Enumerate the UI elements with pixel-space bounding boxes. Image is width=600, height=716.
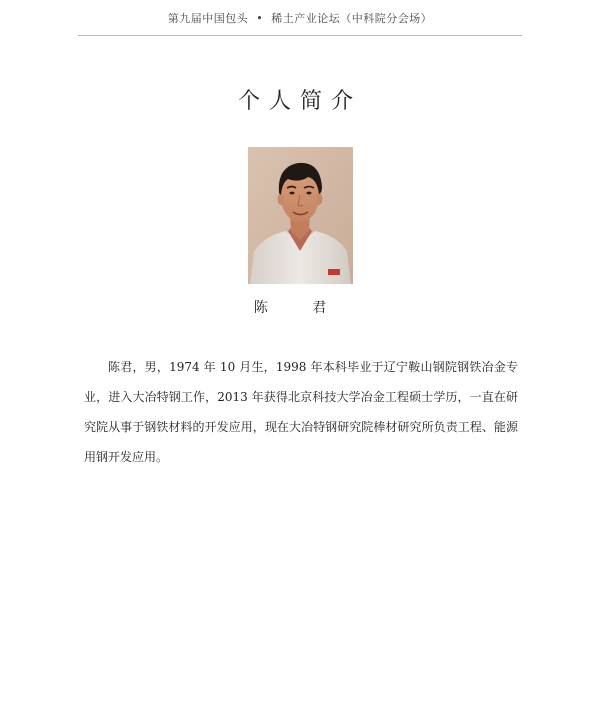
header-right-text: 稀土产业论坛（中科院分会场）	[271, 12, 433, 25]
portrait-photo	[248, 147, 353, 284]
person-name: 陈 君	[253, 300, 347, 316]
running-header	[78, 10, 522, 26]
bio-paragraph: 陈君，男，1974 年 10 月生，1998 年本科毕业于辽宁鞍山钢院钢铁冶金专业，进入大冶特钢工作，2013 年获得北京科技大学冶金工程硕士学历，一直在研究院从事于钢铁材料的开发应用，现在大冶特钢研究院棒材研究所负责工程、能源用钢开发应用。	[84, 360, 518, 464]
header-separator: •	[256, 12, 264, 25]
header-divider	[78, 35, 522, 36]
page-title: 个人简介	[237, 89, 362, 114]
header-left-text: 第九届中国包头	[167, 12, 249, 25]
